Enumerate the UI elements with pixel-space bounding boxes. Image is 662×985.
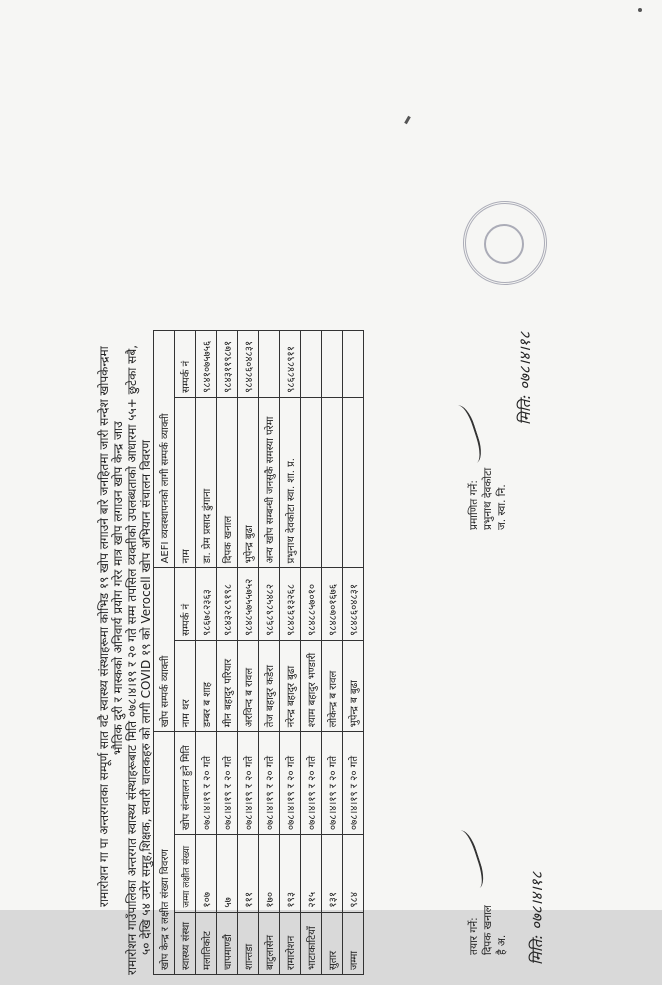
aefi-phone-cell: ९८४१०७५७५६ (196, 331, 217, 398)
date-cell: ०७८।४।१९ र २० गते (217, 732, 238, 835)
aefi-phone-cell (322, 331, 343, 398)
approved-title: ज. स्वा. नि. (496, 484, 509, 530)
col-facility: स्वास्थ्य संस्था (175, 912, 196, 974)
vaccination-table (153, 330, 364, 975)
aefi-name-cell (322, 397, 343, 568)
facility-cell: सुतार (322, 912, 343, 974)
prepared-title: है अ. (496, 934, 509, 955)
facility-cell: मलातिकोट (196, 912, 217, 974)
facility-cell: भाटाकाटियाँ (301, 912, 322, 974)
contact-cell: लोकेन्द्र ब रावल (322, 640, 343, 731)
facility-cell: बाटुलासेन (259, 912, 280, 974)
col-contact-name: नाम थर (175, 640, 196, 731)
date-cell: ०७८।४।१९ र २० गते (322, 732, 343, 835)
col-aefi-name: नाम (175, 397, 196, 568)
contact-cell: श्याम बहादुर भण्डारी (301, 640, 322, 731)
phone-cell: ९८६८९८५४८२ (259, 568, 280, 641)
contact-cell: तेज बहादुर कडेरा (259, 640, 280, 731)
date-cell: ०७८।४।१९ र २० गते (280, 732, 301, 835)
approved-label: प्रमाणित गर्ने: (468, 480, 480, 530)
phone-cell: ९८४३२८९१९८ (217, 568, 238, 641)
prepared-name: दिपक खनाल (482, 905, 495, 955)
header-line-4: ५० देखि ५४ उमेर समुह,शिक्षक, सवारी चालकहरु को लागी COVID १९ को Verocell खोप अभियान संचालन विवरण (139, 440, 153, 955)
target-cell: १९३ (280, 835, 301, 912)
facility-cell: जम्मा (343, 912, 364, 974)
facility-cell: चापमाण्डौ (217, 912, 238, 974)
scan-speck (404, 116, 411, 124)
date-cell: ०७८।४।१९ र २० गते (196, 732, 217, 835)
contact-cell: मीन बहादुर परियार (217, 640, 238, 731)
prepared-by-block (467, 905, 510, 955)
facility-cell: शान्तडा (238, 912, 259, 974)
aefi-name-cell: प्रभुनाथ देवकोटा स्वा. शा. प्र. (280, 397, 301, 568)
approved-name: प्रभुनाथ देवकोटा (482, 467, 495, 530)
aefi-phone-cell (259, 331, 280, 398)
table-row (259, 331, 280, 975)
aefi-phone-cell (301, 331, 322, 398)
aefi-phone-cell: ९८४८६०४८३१ (238, 331, 259, 398)
phone-cell: ९८४८७०१६७६ (322, 568, 343, 641)
target-cell: ९८४ (343, 835, 364, 912)
target-cell: ५७ (217, 835, 238, 912)
col-contact-phone: सम्पर्क नं (175, 568, 196, 641)
header-line-1: रामारोशन गा पा अन्तरगतका सम्पूर्ण सात वटै स्वास्थ्य संस्थाहरूमा कोभिड १९ खोप लगाउने बारे जनहितमा जारी सन्देश खोपकेन्द्रमा (97, 346, 111, 907)
approved-by-block (467, 468, 510, 530)
date-cell: ०७८।४।१९ र २० गते (301, 732, 322, 835)
phone-cell: ९८६७८२३६३ (196, 568, 217, 641)
contact-cell: भुपेन्द्र ब बुढा (343, 640, 364, 731)
office-stamp (463, 201, 547, 285)
table-row (196, 331, 217, 975)
group-header-contact: खोप सम्पर्क व्याक्ती (154, 568, 175, 732)
header-line-2: भौतिक दुरी र मास्कको अनिवार्य प्रयोग गरेर मात्र खोप लगाउन खोप केन्द्र जाउ (111, 421, 125, 755)
handwritten-date-left: मिति: ०७८।४।१८ (528, 871, 546, 965)
phone-cell: ९८४८५७५५७५२ (238, 568, 259, 641)
group-header-center: खोप केन्द्र र लक्षीत संख्या विवरण (154, 732, 175, 975)
aefi-phone-cell: ९८६८४८९११ (280, 331, 301, 398)
aefi-name-cell: अन्य खोप सम्बन्धी जनसुकै समस्या परेमा (259, 397, 280, 568)
table-row (238, 331, 259, 975)
contact-cell: नरेन्द्र बहादुर बुढा (280, 640, 301, 731)
header-line-3: रामारोशन गाउँपालिका अन्तरगत स्वास्थ्य संस्थाहरूबाट मिति ०७८।४।१९ र २० गते सम्म तपसिल व्यक्तीको उपलब्धताको आधारमा ५५+ छुटेका सबै, (125, 344, 139, 975)
prepared-signature (448, 828, 487, 892)
rotated-document (95, 165, 565, 985)
table-row (217, 331, 238, 975)
table-row (343, 331, 364, 975)
aefi-name-cell: दिपक खनाल (217, 397, 238, 568)
aefi-name-cell (343, 397, 364, 568)
phone-cell: ९८४८६०४८३१ (343, 568, 364, 641)
col-schedule: खोप संन्चालन हुने मिति (175, 732, 196, 835)
handwritten-date-right: मिति: ०७८।४।१८ (516, 331, 534, 425)
table-row (322, 331, 343, 975)
date-cell: ०७८।४।१९ र २० गते (259, 732, 280, 835)
target-cell: १०७ (196, 835, 217, 912)
group-header-aefi: AEFI व्यवस्थापनको लागी सम्पर्क व्याक्ती (154, 331, 175, 568)
aefi-name-cell (301, 397, 322, 568)
aefi-phone-cell: ९८४३११९८७१ (217, 331, 238, 398)
col-aefi-phone: सम्पर्क नं (175, 331, 196, 398)
table-row (301, 331, 322, 975)
aefi-name-cell: डा. प्रेम प्रसाद ढुंगाना (196, 397, 217, 568)
date-cell: ०७८।४।१९ र २० गते (238, 732, 259, 835)
scan-speck (638, 8, 642, 12)
target-cell: १७० (259, 835, 280, 912)
contact-cell: डम्बर ब शाह (196, 640, 217, 731)
prepared-label: तयार गर्ने: (468, 917, 480, 955)
date-cell: ०७८।४।१९ र २० गते (343, 732, 364, 835)
col-target: जम्मा लक्षीत संख्या (175, 835, 196, 912)
contact-cell: अरविन्द ब रावल (238, 640, 259, 731)
phone-cell: ९८४८८५७०१० (301, 568, 322, 641)
aefi-phone-cell (343, 331, 364, 398)
phone-cell: ९८४८६१३२६८ (280, 568, 301, 641)
target-cell: २१५ (301, 835, 322, 912)
target-cell: १११ (238, 835, 259, 912)
facility-cell: रामारोशन (280, 912, 301, 974)
target-cell: १३१ (322, 835, 343, 912)
table-row (280, 331, 301, 975)
aefi-name-cell: भुपेन्द्र बुढा (238, 397, 259, 568)
approved-signature (444, 403, 485, 467)
